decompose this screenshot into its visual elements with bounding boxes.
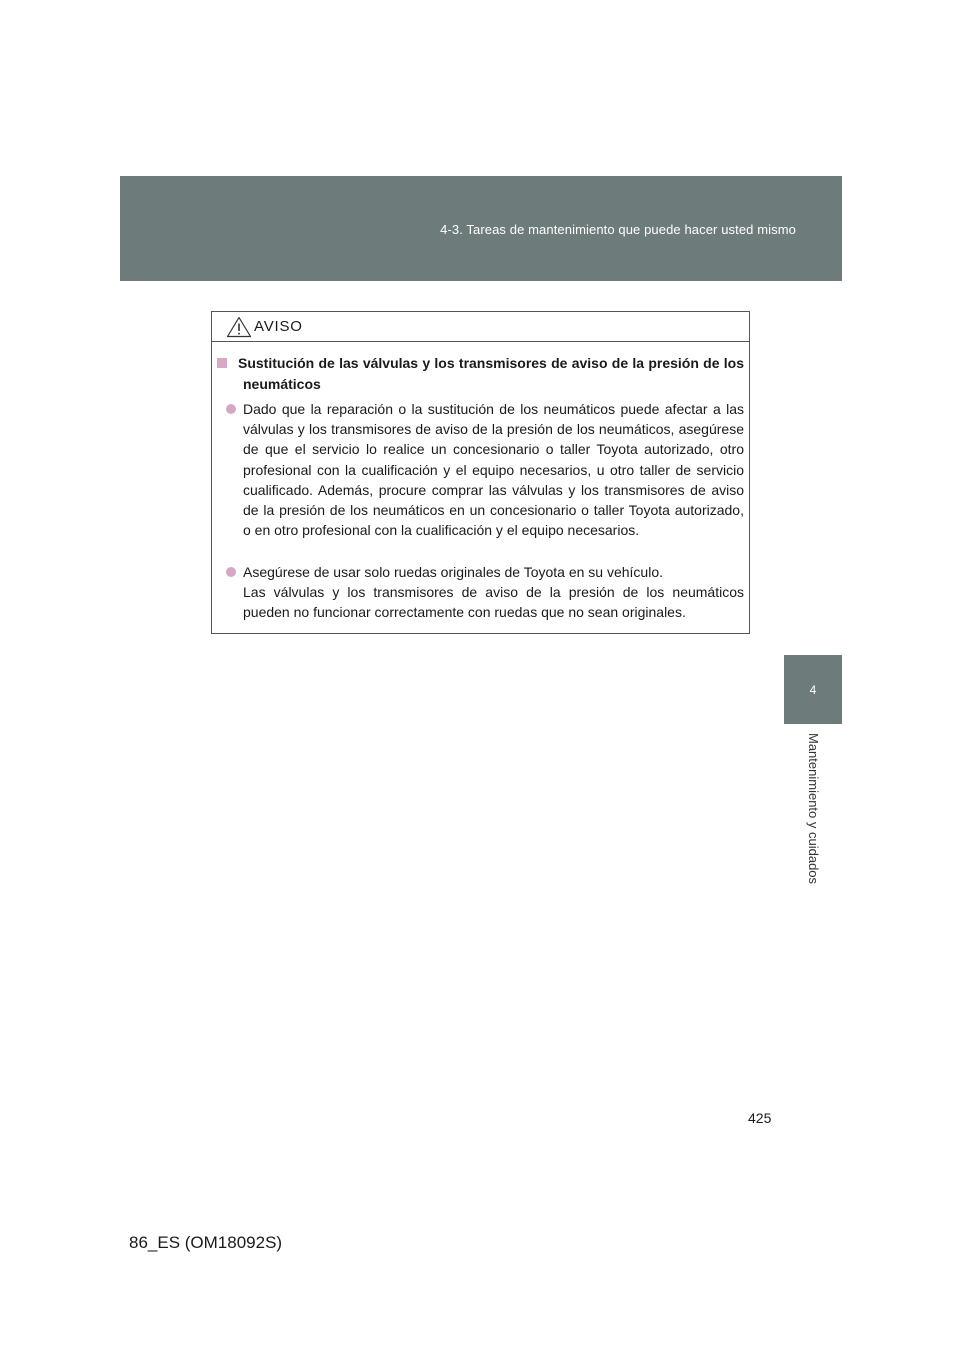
list-item-text: Dado que la reparación o la sustitución de los neumáticos puede afectar a las válvulas y los transmisores de aviso de la presión de los neumáticos, asegúrese de que el servicio lo realice un concesionario o taller Toyota autorizado, otro profesional con la cualificación y el equipo necesarios, u otro taller de servicio cualificado. Además, procure comprar las válvulas y los transmisores de aviso de la presión de los neumáticos en un concesionario o taller Toyota autorizado, o en otro profesional con la cualificación y el equipo necesarios. bbox=[243, 401, 744, 539]
section-heading-text: Sustitución de las válvulas y los transmisores de aviso de la presión de los neumáticos bbox=[238, 355, 744, 392]
list-item bbox=[224, 399, 744, 540]
warning-triangle-icon bbox=[226, 316, 252, 338]
list-item bbox=[224, 562, 744, 623]
warning-title: AVISO bbox=[254, 318, 303, 335]
chapter-label: Mantenimiento y cuidados bbox=[806, 733, 821, 885]
chapter-tab bbox=[784, 655, 842, 724]
page-number: 425 bbox=[748, 1110, 772, 1126]
section-heading bbox=[217, 353, 744, 395]
circle-bullet-icon bbox=[226, 404, 236, 414]
warning-box bbox=[211, 311, 750, 634]
list-item-line: Asegúrese de usar solo ruedas originales de Toyota en su vehículo. bbox=[243, 564, 664, 580]
list-item-text bbox=[224, 562, 744, 623]
circle-bullet-icon bbox=[226, 567, 236, 577]
section-header-band bbox=[120, 176, 842, 281]
list-item-line: Las válvulas y los transmisores de aviso de la presión de los neumáticos pueden no funcionar correctamente con ruedas que no sean originales. bbox=[243, 584, 744, 621]
square-bullet-icon bbox=[217, 358, 227, 368]
chapter-number: 4 bbox=[809, 683, 817, 697]
document-code: 86_ES (OM18092S) bbox=[129, 1233, 283, 1252]
section-title: 4-3. Tareas de mantenimiento que puede hacer usted mismo bbox=[440, 222, 796, 237]
warning-header bbox=[212, 312, 749, 342]
